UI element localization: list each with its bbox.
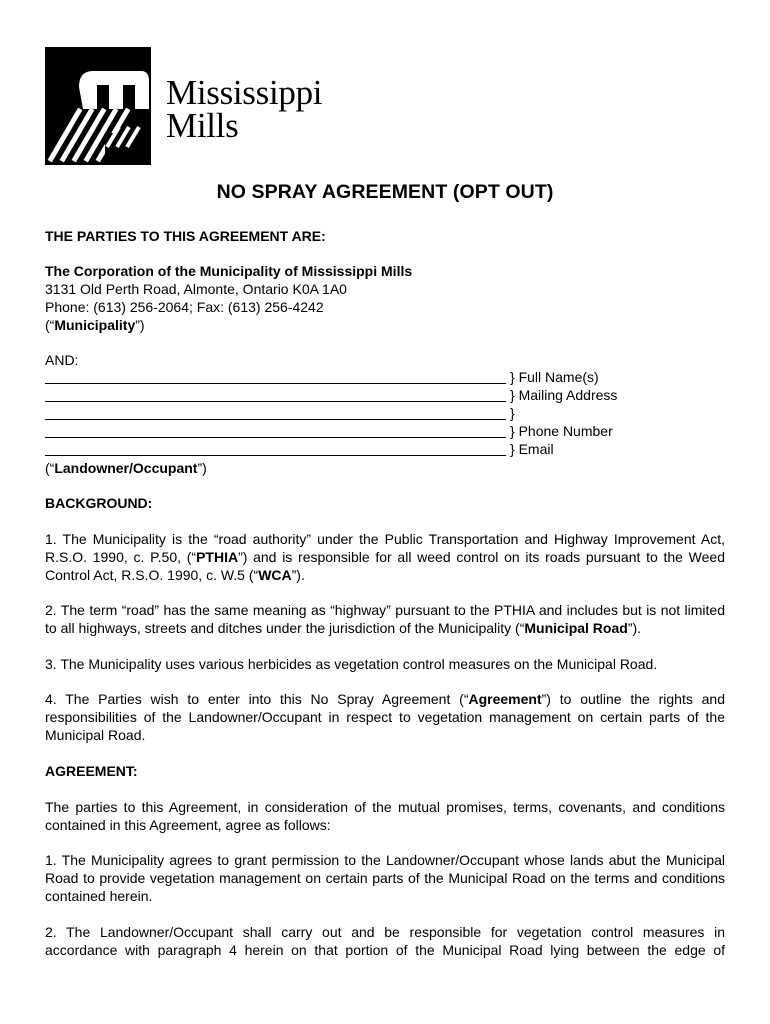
landowner-line-mailing-address[interactable] — [45, 387, 745, 405]
text-run: 2. The term “road” has the same meaning as “highway” pursuant to the PTHIA and includes but is not limited to all highways, streets and ditches under the jurisdiction of the Municipality (“ — [45, 602, 725, 636]
line-label: } — [510, 405, 515, 421]
landowner-line-email[interactable] — [45, 441, 745, 459]
document-title: NO SPRAY AGREEMENT (OPT OUT) — [216, 181, 554, 203]
municipality-address: 3131 Old Perth Road, Almonte, Ontario K0A 1A0 — [45, 281, 347, 297]
and-label: AND: — [45, 352, 79, 368]
background-paragraph-4 — [45, 690, 725, 744]
text-run: ”). — [627, 620, 642, 636]
defined-close: ”) — [197, 460, 207, 476]
logo-line-2: Mills — [166, 106, 239, 145]
mississippi-mills-logo-mark — [45, 47, 151, 165]
defined-open: (“ — [45, 317, 55, 333]
fill-in-line[interactable] — [45, 455, 506, 456]
fill-in-line[interactable] — [45, 383, 506, 384]
parties-heading: THE PARTIES TO THIS AGREEMENT ARE: — [45, 228, 326, 244]
agreement-clause-2: 2. The Landowner/Occupant shall carry out and be responsible for vegetation control measures in accordance with paragraph 4 herein on that portion of the Municipal Road lying between the edge of — [45, 924, 725, 958]
municipality-defined — [45, 316, 725, 334]
text-run: 4. The Parties wish to enter into this No Spray Agreement (“ — [45, 691, 469, 707]
text-run: ”) and is responsible for all weed control on its roads pursuant to the Weed Control Act, R.S.O. 1990, c. W.5 (“ — [45, 549, 726, 583]
text-run: 1. The Municipality is the “road authority” under the Public Transportation and Highway Improvement Act, R.S.O. 1990, c. P.50, (“ — [45, 531, 725, 565]
agreement-term: Agreement — [468, 691, 542, 707]
wca-term: WCA — [258, 567, 292, 583]
fill-in-line[interactable] — [45, 437, 506, 438]
defined-close: ”) — [135, 317, 145, 333]
agreement-intro: The parties to this Agreement, in consideration of the mutual promises, terms, covenants, and conditions contained in this Agreement, agree as follows: — [45, 799, 725, 833]
text-run: ”). — [291, 567, 305, 583]
background-paragraph-2 — [45, 601, 725, 637]
defined-term: Landowner/Occupant — [54, 460, 198, 476]
landowner-line-phone[interactable] — [45, 423, 745, 441]
defined-term: Municipality — [54, 317, 136, 333]
pthia-term: PTHIA — [196, 549, 239, 565]
municipal-road-term: Municipal Road — [524, 620, 628, 636]
municipality-phone: Phone: (613) 256-2064; Fax: (613) 256-4242 — [45, 299, 324, 315]
landowner-defined — [45, 459, 725, 477]
landowner-line-address-2[interactable] — [45, 405, 745, 423]
fill-in-line[interactable] — [45, 419, 506, 420]
line-label: } Phone Number — [510, 423, 613, 439]
background-heading: BACKGROUND: — [45, 495, 153, 511]
agreement-heading: AGREEMENT: — [45, 763, 138, 779]
background-paragraph-3: 3. The Municipality uses various herbicides as vegetation control measures on the Municipal Road. — [45, 656, 658, 672]
landowner-line-full-name[interactable] — [45, 369, 745, 387]
municipality-name: The Corporation of the Municipality of Mississippi Mills — [45, 263, 413, 279]
logo-line-1: Mississippi — [166, 73, 323, 112]
defined-open: (“ — [45, 460, 55, 476]
mississippi-mills-logo-text — [166, 73, 323, 145]
agreement-clause-1: 1. The Municipality agrees to grant permission to the Landowner/Occupant whose lands abut the Municipal Road to provide vegetation management on certain parts of the Municipal Road on the terms and conditions contained herein. — [45, 852, 725, 904]
fill-in-line[interactable] — [45, 401, 506, 402]
line-label: } Full Name(s) — [510, 369, 599, 385]
background-paragraph-1 — [45, 530, 725, 584]
text-run: ”) to outline the rights and responsibilities of the Landowner/Occupant in respect to vegetation management on certain parts of the Municipal Road. — [45, 691, 726, 743]
municipality-block — [45, 262, 725, 334]
line-label: } Email — [510, 441, 554, 457]
line-label: } Mailing Address — [510, 387, 618, 403]
